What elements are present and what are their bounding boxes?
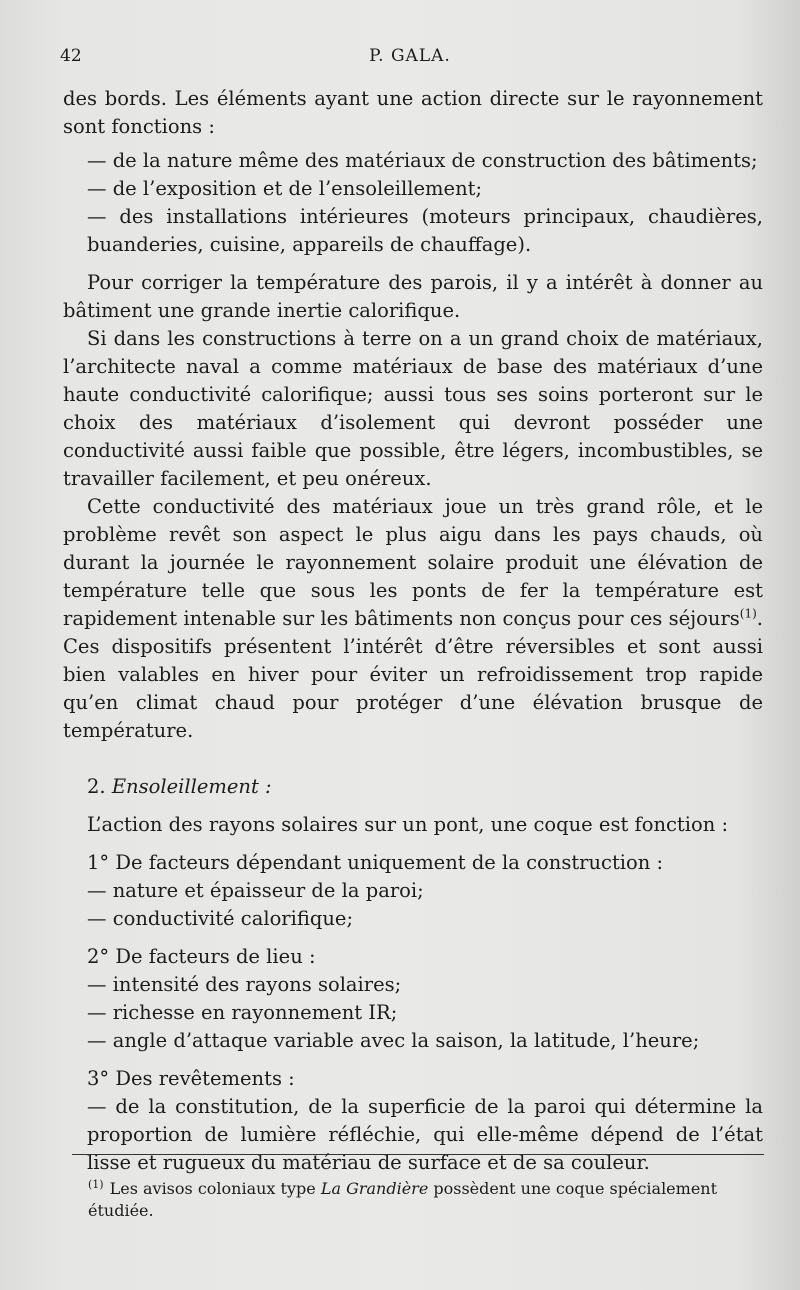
section-heading bbox=[63, 773, 763, 801]
dash-item: — des installations intérieures (moteurs principaux, chaudières, buanderies, cuisine, appareils de chauffage). bbox=[87, 205, 763, 256]
footnote-reference: (1) bbox=[739, 606, 757, 621]
dash-item: — richesse en rayonnement IR; bbox=[87, 1001, 398, 1024]
dash-item: — angle d’attaque variable avec la saison, la latitude, l’heure; bbox=[87, 1029, 700, 1052]
section-title: Ensoleillement : bbox=[111, 775, 272, 798]
paragraph: Si dans les constructions à terre on a un grand choix de matériaux, l’architecte naval a comme matériaux de base des matériaux d’une haute conductivité calorifique; aussi tous ses soins porteront sur le choix des matériaux d’isolement qui devront posséder une conductivité aussi faible que possible, être légers, incombustibles, se travailler facilement, et peu onéreux. bbox=[63, 327, 763, 490]
paragraph: des bords. Les éléments ayant une action directe sur le rayonnement sont fonctions : bbox=[63, 87, 763, 138]
dash-item: — de la nature même des matériaux de construction des bâtiments; bbox=[87, 149, 758, 172]
page-number: 42 bbox=[60, 46, 82, 66]
dash-item: — intensité des rayons solaires; bbox=[87, 973, 402, 996]
factor-heading: 1° De facteurs dépendant uniquement de la construction : bbox=[87, 851, 664, 874]
footnote-text: possèdent une coque spécialement étudiée. bbox=[88, 1179, 718, 1220]
paragraph bbox=[63, 493, 763, 745]
paragraph-text: . Ces dispositifs présentent l’intérêt d’être réversibles et sont aussi bien valables en hiver pour éviter un refroidissement trop rapide qu’en climat chaud pour protéger d’une élévation brusque de température. bbox=[63, 607, 763, 742]
ship-name: La Grandière bbox=[320, 1179, 429, 1198]
section-number: 2. bbox=[87, 775, 106, 798]
factor-heading: 2° De facteurs de lieu : bbox=[87, 945, 316, 968]
factor-heading: 3° Des revêtements : bbox=[87, 1067, 295, 1090]
footnote-rule bbox=[72, 1154, 764, 1155]
dash-item: — nature et épaisseur de la paroi; bbox=[87, 879, 424, 902]
page-header bbox=[60, 46, 760, 74]
paragraph: Pour corriger la température des parois, il y a intérêt à donner au bâtiment une grande inertie calorifique. bbox=[63, 271, 763, 322]
paragraph: L’action des rayons solaires sur un pont, une coque est fonction : bbox=[87, 813, 729, 836]
footnote-text: Les avisos coloniaux type bbox=[109, 1179, 321, 1198]
footnote-mark: (1) bbox=[88, 1177, 104, 1191]
running-head: P. GALA. bbox=[369, 46, 451, 66]
dash-item: — de l’exposition et de l’ensoleillement; bbox=[87, 177, 483, 200]
body-text bbox=[63, 85, 763, 1177]
paragraph-text: Cette conductivité des matériaux joue un très grand rôle, et le problème revêt son aspect le plus aigu dans les pays chauds, où durant la journée le rayonnement solaire produit une élévation de température telle que sous les ponts de fer la température est rapidement intenable sur les bâtiments non conçus pour ces séjours bbox=[63, 495, 763, 630]
dash-item: — de la constitution, de la superficie de la paroi qui détermine la proportion de lumière réfléchie, qui elle-même dépend de l’état lisse et rugueux du matériau de surface et de sa couleur. bbox=[87, 1095, 763, 1174]
footnote bbox=[88, 1178, 778, 1222]
dash-item: — conductivité calorifique; bbox=[87, 907, 354, 930]
